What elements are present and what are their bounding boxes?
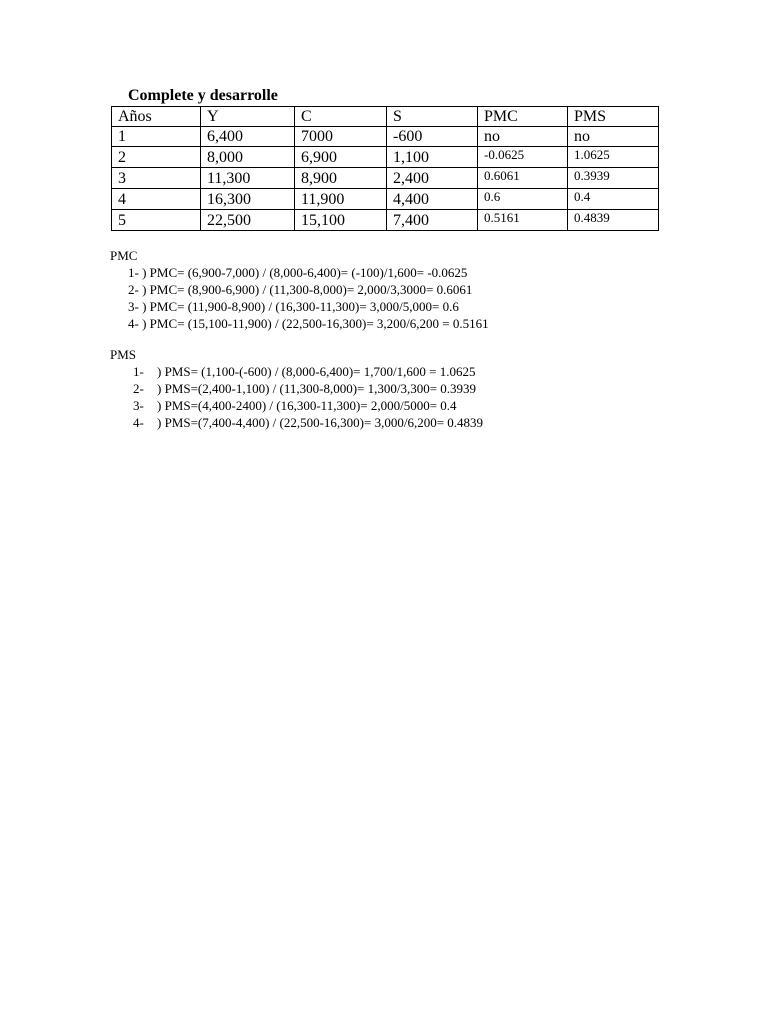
table-cell: 0.6 xyxy=(478,189,568,210)
item-text: ) PMC= (15,100-11,900) / (22,500-16,300)= 3,200/6,200 = 0.5161 xyxy=(142,316,489,331)
header-cell-s: S xyxy=(387,107,478,127)
list-item xyxy=(128,298,489,315)
item-number: 1- xyxy=(133,364,144,379)
table-cell: -0.0625 xyxy=(478,147,568,168)
table-cell: 8,000 xyxy=(201,147,295,168)
item-number: 3- xyxy=(133,398,144,413)
table-cell: 3 xyxy=(112,168,201,189)
header-cell-c: C xyxy=(295,107,387,127)
header-cell-pms: PMS xyxy=(568,107,659,127)
document-title: Complete y desarrolle xyxy=(128,87,278,104)
table-row xyxy=(112,189,659,210)
header-cell-y: Y xyxy=(201,107,295,127)
table-row xyxy=(112,147,659,168)
table-cell: 1 xyxy=(112,127,201,147)
data-table xyxy=(111,106,659,231)
table-cell: 6,400 xyxy=(201,127,295,147)
table-cell: no xyxy=(568,127,659,147)
table-cell: 11,900 xyxy=(295,189,387,210)
item-number: 4- xyxy=(128,316,139,331)
item-number: 3- xyxy=(128,299,139,314)
table-cell: 11,300 xyxy=(201,168,295,189)
header-cell-pmc: PMC xyxy=(478,107,568,127)
item-text: ) PMS= (1,100-(-600) / (8,000-6,400)= 1,700/1,600 = 1.0625 xyxy=(157,364,476,379)
table-cell: 2,400 xyxy=(387,168,478,189)
item-text: ) PMC= (8,900-6,900) / (11,300-8,000)= 2,000/3,3000= 0.6061 xyxy=(142,282,473,297)
item-number: 4- xyxy=(133,415,144,430)
item-text: ) PMC= (11,900-8,900) / (16,300-11,300)= 3,000/5,000= 0.6 xyxy=(142,299,459,314)
table-cell: 4,400 xyxy=(387,189,478,210)
pmc-calculation-list xyxy=(128,264,489,332)
list-item xyxy=(128,315,489,332)
item-number: 1- xyxy=(128,265,139,280)
list-item xyxy=(133,397,483,414)
table-cell: no xyxy=(478,127,568,147)
table-cell: 0.4839 xyxy=(568,210,659,231)
table-row xyxy=(112,168,659,189)
table-cell: 22,500 xyxy=(201,210,295,231)
table-cell: 0.6061 xyxy=(478,168,568,189)
list-item xyxy=(128,281,489,298)
table-cell: 8,900 xyxy=(295,168,387,189)
pms-calculation-list xyxy=(133,363,483,431)
table-header-row xyxy=(112,107,659,127)
table-cell: 0.5161 xyxy=(478,210,568,231)
item-text: ) PMS=(4,400-2400) / (16,300-11,300)= 2,000/5000= 0.4 xyxy=(157,398,457,413)
table-cell: 0.3939 xyxy=(568,168,659,189)
item-text: ) PMS=(7,400-4,400) / (22,500-16,300)= 3,000/6,200= 0.4839 xyxy=(157,415,484,430)
table-cell: 5 xyxy=(112,210,201,231)
table-cell: 1,100 xyxy=(387,147,478,168)
table-cell: 7000 xyxy=(295,127,387,147)
list-item xyxy=(133,414,483,431)
table-cell: 4 xyxy=(112,189,201,210)
item-number: 2- xyxy=(133,381,144,396)
table-cell: 6,900 xyxy=(295,147,387,168)
pms-section-label: PMS xyxy=(110,347,137,362)
header-cell-anos: Años xyxy=(112,107,201,127)
table-cell: 0.4 xyxy=(568,189,659,210)
item-text: ) PMS=(2,400-1,100) / (11,300-8,000)= 1,300/3,300= 0.3939 xyxy=(157,381,477,396)
item-number: 2- xyxy=(128,282,139,297)
pmc-section-label: PMC xyxy=(110,248,138,263)
table-row xyxy=(112,210,659,231)
list-item xyxy=(133,363,483,380)
list-item xyxy=(128,264,489,281)
table-cell: 16,300 xyxy=(201,189,295,210)
table-cell: 1.0625 xyxy=(568,147,659,168)
table-cell: 2 xyxy=(112,147,201,168)
table-cell: -600 xyxy=(387,127,478,147)
table-row xyxy=(112,127,659,147)
item-text: ) PMC= (6,900-7,000) / (8,000-6,400)= (-100)/1,600= -0.0625 xyxy=(142,265,468,280)
list-item xyxy=(133,380,483,397)
table-cell: 7,400 xyxy=(387,210,478,231)
table-cell: 15,100 xyxy=(295,210,387,231)
